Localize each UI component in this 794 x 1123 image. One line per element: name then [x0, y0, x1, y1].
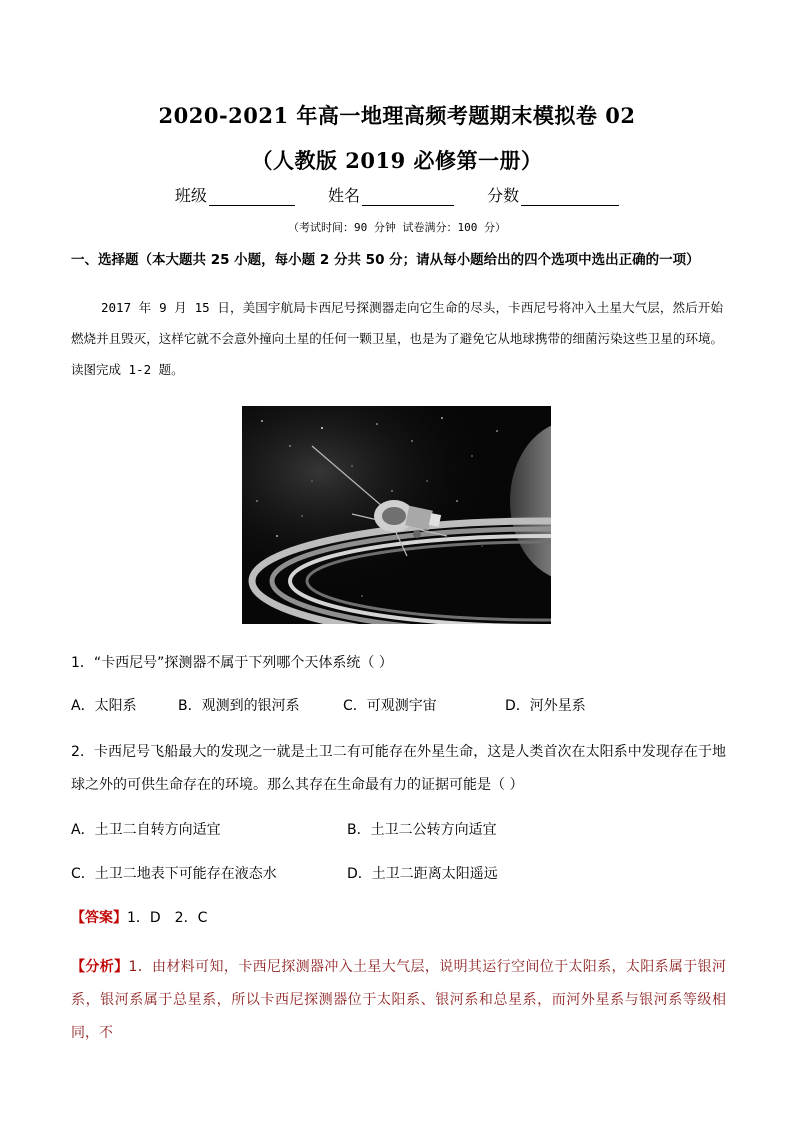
question-2-stem: 2．卡西尼号飞船最大的发现之一就是土卫二有可能存在外星生命，这是人类首次在太阳系中发现存在于地球之外的可供生命存在的环境。那么其存在生命最有力的证据可能是（ ）	[71, 744, 726, 793]
question-1-stem: 1．“卡西尼号”探测器不属于下列哪个天体系统（ ）	[71, 655, 393, 671]
name-label: 姓名	[327, 186, 360, 205]
question-1-option-d[interactable]: D．河外星系	[505, 698, 586, 714]
answer-text: 1．D 2．C	[127, 910, 208, 926]
question-1-option-c[interactable]: C．可观测宇宙	[343, 698, 437, 714]
cassini-saturn-image	[242, 406, 551, 624]
question-2-option-a[interactable]: A．土卫二自转方向适宜	[71, 822, 221, 838]
answer-line	[71, 907, 207, 927]
section-heading: 一、选择题（本大题共 25 小题，每小题 2 分共 50 分；请从每小题给出的四个选项中选出正确的一项）	[71, 252, 700, 268]
question-2-option-b[interactable]: B．土卫二公转方向适宜	[347, 822, 497, 838]
score-blank	[521, 189, 619, 206]
class-label: 班级	[174, 186, 207, 205]
question-1-option-a[interactable]: A．太阳系	[71, 698, 137, 714]
page-title: 2020-2021 年高一地理高频考题期末模拟卷 02	[158, 103, 636, 128]
answer-tag: 【答案】	[71, 910, 127, 926]
class-blank	[209, 189, 295, 206]
question-2-option-c[interactable]: C．土卫二地表下可能存在液态水	[71, 866, 277, 882]
analysis-tag: 【分析】	[71, 959, 129, 975]
exam-info: （考试时间：90 分钟 试卷满分：100 分）	[288, 221, 506, 234]
student-info-fields	[0, 183, 794, 206]
name-field	[328, 183, 454, 206]
analysis-text: 1．由材料可知，卡西尼探测器冲入土星大气层，说明其运行空间位于太阳系，太阳系属于银河系，银河系属于总星系，所以卡西尼探测器位于太阳系、银河系和总星系，而河外星系与银河系等级相同，不	[71, 959, 727, 1041]
score-label: 分数	[487, 186, 520, 205]
reading-passage: 2017 年 9 月 15 日，美国宇航局卡西尼号探测器走向它生命的尽头，卡西尼号将冲入土星大气层，然后开始燃烧并且毁灭，这样它就不会意外撞向土星的任何一颗卫星，也是为了避免它从地球携带的细菌污染这些卫星的环境。读图完成 1-2 题。	[71, 300, 723, 377]
name-blank	[362, 189, 454, 206]
question-2-option-d[interactable]: D．土卫二距离太阳遥远	[347, 866, 498, 882]
score-field	[487, 183, 619, 206]
cassini-saturn-illustration	[242, 406, 551, 624]
class-field	[175, 183, 295, 206]
analysis-block	[71, 951, 726, 1050]
question-1-option-b[interactable]: B．观测到的银河系	[178, 698, 300, 714]
page-subtitle: （人教版 2019 必修第一册）	[251, 148, 543, 173]
